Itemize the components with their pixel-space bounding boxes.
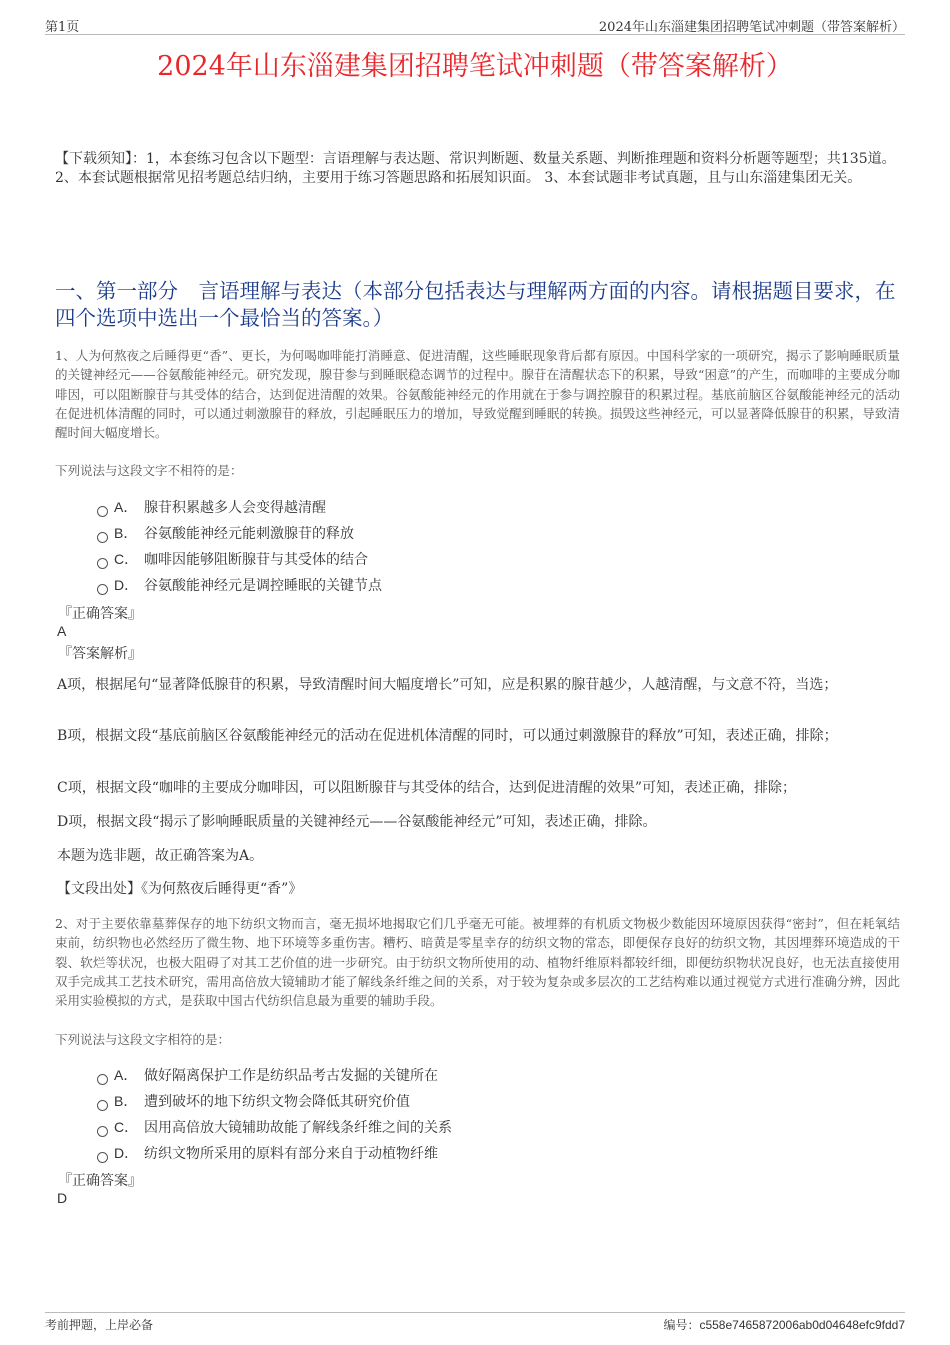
section-heading: 一、第一部分 言语理解与表达（本部分包括表达与理解两方面的内容。请根据题目要求，在四个选项中选出一个最恰当的答案。） — [55, 279, 896, 330]
option-text: 谷氨酸能神经元是调控睡眠的关键节点 — [144, 578, 382, 594]
page-header — [45, 14, 905, 35]
footer-slogan: 考前押题，上岸必备 — [45, 1318, 154, 1332]
q1-source: 【文段出处】《为何熬夜后睡得更“香”》 — [57, 881, 303, 897]
option-letter: A． — [114, 1067, 138, 1083]
footer-code-label: 编号： — [663, 1318, 700, 1332]
q1-analysis-label: 『答案解析』 — [58, 646, 142, 662]
radio-icon[interactable] — [97, 1126, 108, 1137]
q1-analysis-c: C项，根据文段“咖啡的主要成分咖啡因，可以阻断腺苷与其受体的结合，达到促进清醒的效果”可知，表述正确，排除； — [57, 780, 797, 796]
option-text: 咖啡因能够阻断腺苷与其受体的结合 — [144, 552, 368, 568]
q2-answer-label: 『正确答案』 — [58, 1173, 142, 1189]
download-notice: 【下载须知】：1，本套练习包含以下题型：言语理解与表达题、常识判断题、数量关系题、判断推理题和资料分析题等题型；共135道。 2、本套试题根据常见招考题总结归纳，主要用于练习答题思路和拓展知识面。 3、本套试题非考试真题，且与山东淄建集团无关。 — [55, 151, 896, 186]
option-letter: D． — [114, 1145, 139, 1161]
radio-icon[interactable] — [97, 1100, 108, 1111]
radio-icon[interactable] — [97, 1074, 108, 1085]
q2-option-b[interactable] — [97, 1091, 410, 1111]
radio-icon[interactable] — [97, 1152, 108, 1163]
q1-analysis-a: A项，根据尾句“显著降低腺苷的积累，导致清醒时间大幅度增长”可知，应是积累的腺苷越少，人越清醒，与文意不符，当选； — [57, 677, 838, 693]
option-text: 腺苷积累越多人会变得越清醒 — [144, 500, 326, 516]
header-doc-title: 2024年山东淄建集团招聘笔试冲刺题（带答案解析） — [598, 20, 905, 35]
q2-option-d[interactable] — [97, 1143, 438, 1163]
option-letter: A． — [114, 499, 138, 515]
option-letter: B． — [114, 1093, 138, 1109]
document-title: 2024年山东淄建集团招聘笔试冲刺题（带答案解析） — [157, 51, 793, 82]
footer-code-block — [663, 1316, 905, 1333]
option-text: 做好隔离保护工作是纺织品考古发掘的关键所在 — [144, 1068, 438, 1084]
q1-option-b[interactable] — [97, 523, 354, 543]
q1-option-a[interactable] — [97, 497, 326, 517]
q1-option-d[interactable] — [97, 575, 382, 595]
option-text: 谷氨酸能神经元能刺激腺苷的释放 — [144, 526, 354, 542]
option-letter: D． — [114, 577, 139, 593]
footer-code: c558e7465872006ab0d04648efc9fdd7 — [699, 1318, 905, 1332]
q1-answer: A — [57, 623, 67, 639]
q2-prompt: 下列说法与这段文字相符的是： — [55, 1032, 231, 1047]
page-footer — [45, 1312, 905, 1333]
q2-option-c[interactable] — [97, 1117, 452, 1137]
option-letter: C． — [114, 551, 139, 567]
q1-conclusion: 本题为选非题，故正确答案为A。 — [57, 848, 264, 864]
radio-icon[interactable] — [97, 558, 108, 569]
q1-passage: 1、人为何熬夜之后睡得更“香”、更长，为何喝咖啡能打消睡意、促进清醒，这些睡眠现象背后都有原因。中国科学家的一项研究，揭示了影响睡眠质量的关键神经元——谷氨酸能神经元。研究发现，腺苷参与到睡眠稳态调节的过程中。腺苷在清醒状态下的积累，导致“困意”的产生，而咖啡的主要成分咖啡因，可以阻断腺苷与其受体的结合，达到促进清醒的效果。谷氨酸能神经元的作用就在于参与调控腺苷的积累过程。基底前脑区谷氨酸能神经元的活动在促进机体清醒的同时，可以通过刺激腺苷的释放，引起睡眠压力的增加，导致觉醒到睡眠的转换。损毁这些神经元，可以显著降低腺苷的积累，导致清醒时间大幅度增长。 — [55, 348, 900, 441]
q2-passage: 2、对于主要依靠墓葬保存的地下纺织文物而言，毫无损坏地揭取它们几乎毫无可能。被埋葬的有机质文物极少数能因环境原因获得“密封”，但在耗氧结束前，纺织物也必然经历了微生物、地下环境等多重伤害。糟朽、暗黄是零星幸存的纺织文物的常态，即便保存良好的纺织文物，其因埋葬环境造成的干裂、软烂等状况，也极大阻碍了对其工艺价值的进一步研究。由于纺织文物所使用的动、植物纤维原料都较纤细，即便纺织物状况良好，也无法直接使用双手完成其工艺技术研究，需用高倍放大镜辅助才能了解线条纤维之间的关系，对于较为复杂或多层次的工艺结构难以通过视觉方式进行准确分辨，因此采用实验模拟的方式，是获取中国古代纺织信息最为重要的辅助手段。 — [55, 916, 900, 1009]
option-text: 因用高倍放大镜辅助故能了解线条纤维之间的关系 — [144, 1120, 452, 1136]
q2-answer: D — [57, 1190, 68, 1206]
option-letter: C． — [114, 1119, 139, 1135]
q1-analysis-b: B项，根据文段“基底前脑区谷氨酸能神经元的活动在促进机体清醒的同时，可以通过刺激腺苷的释放”可知，表述正确，排除； — [57, 728, 838, 744]
page-number: 第1页 — [45, 20, 80, 35]
option-text: 纺织文物所采用的原料有部分来自于动植物纤维 — [144, 1146, 438, 1162]
q1-answer-label: 『正确答案』 — [58, 606, 142, 622]
q1-option-c[interactable] — [97, 549, 368, 569]
radio-icon[interactable] — [97, 584, 108, 595]
radio-icon[interactable] — [97, 506, 108, 517]
q1-analysis-d: D项，根据文段“揭示了影响睡眠质量的关键神经元——谷氨酸能神经元”可知，表述正确，排除。 — [57, 814, 657, 830]
option-text: 遭到破坏的地下纺织文物会降低其研究价值 — [144, 1094, 410, 1110]
option-letter: B． — [114, 525, 138, 541]
q2-option-a[interactable] — [97, 1065, 438, 1085]
q1-prompt: 下列说法与这段文字不相符的是： — [55, 463, 243, 478]
radio-icon[interactable] — [97, 532, 108, 543]
